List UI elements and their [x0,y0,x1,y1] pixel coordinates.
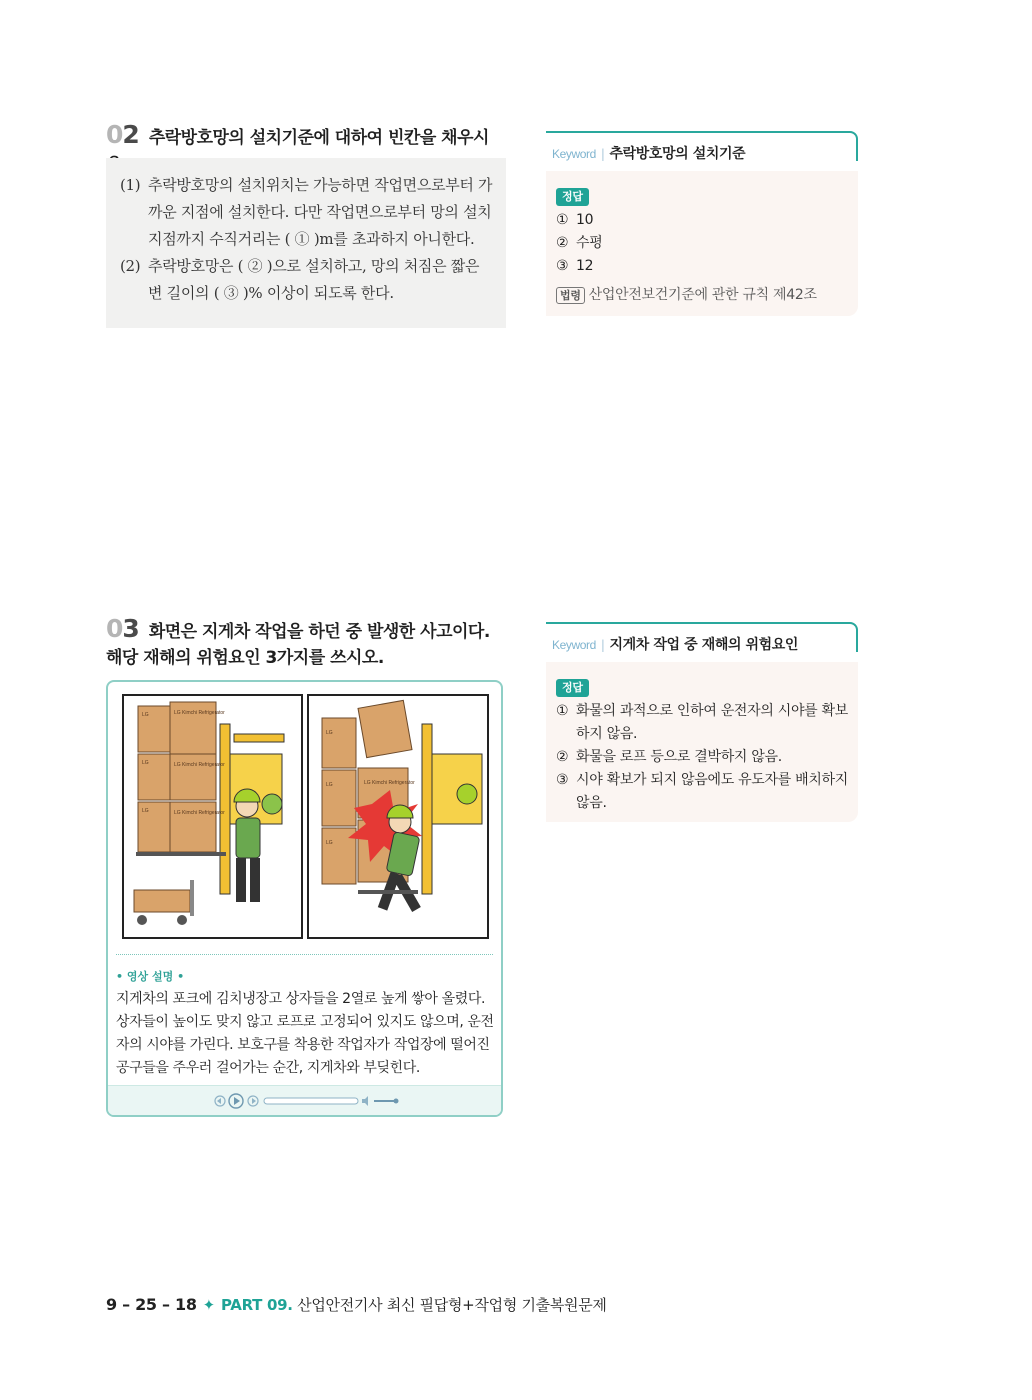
progress-track[interactable] [264,1098,358,1104]
video-player-bar [108,1085,501,1115]
star-icon: ✦ [202,1296,215,1314]
question-2-title: 추락방호망의 설치기준에 대하여 빈칸을 채우시 [148,128,489,148]
forward-icon[interactable] [248,1096,258,1106]
question-3-number: 03 [106,614,139,643]
volume-slider[interactable] [374,1100,396,1102]
video-card [106,680,503,1117]
question-3-answer [546,662,858,822]
box-logo: LG [326,782,333,788]
question-2-keyword: Keyword | 추락방호망의 설치기준 [546,131,858,161]
question-3-title: 화면은 지게차 작업을 하던 중 발생한 사고이다. 해당 재해의 위험요인 3가지를 쓰시오. [106,622,490,668]
answer-badge: 정답 [556,679,589,697]
book-title: 산업안전기사 최신 필답형+작업형 기출복원문제 [297,1296,607,1314]
question-2-item: (1) 추락방호망의 설치위치는 가능하면 작업면으로부터 가까운 지점에 설치한다. 다만 작업면으로부터 망의 설치지점까지 수직거리는 ( ① )m를 초과하지 아니한다. [120,176,493,248]
box-label: LG Kimchi Refrigerator [364,780,415,786]
rewind-icon[interactable] [215,1096,225,1106]
forklift-accident-illustration [122,694,489,942]
page-footer [106,1294,607,1315]
box-label: LG Kimchi Refrigerator [174,762,225,768]
answer-item: ③ 12 [556,258,594,274]
box-logo: LG [142,712,149,718]
question-3-keyword: Keyword | 지게차 작업 중 재해의 위험요인 [546,622,858,652]
answer-item: ① 화물의 과적으로 인하여 운전자의 시야를 확보하지 않음. [556,703,849,742]
video-caption: 지게차의 포크에 김치냉장고 상자들을 2열로 높게 쌓아 올렸다. 상자들이 높이도 맞지 않고 로프로 고정되어 있지도 않으며, 운전자의 시야를 가린다. 보호구를 착용한 작업자가 작업장에 떨어진 공구들을 주우러 걸어가는 순간, 지게차와 부딪힌다. [116,991,494,1076]
part-label: PART 09. [220,1296,293,1314]
question-2-number: 02 [106,120,139,149]
volume-handle[interactable] [394,1099,399,1104]
video-divider [116,954,493,955]
question-2-body [106,158,506,328]
page-number: 9 – 25 – 18 [106,1295,197,1314]
answer-item: ② 수평 [556,235,603,251]
law-reference: 법령 산업안전보건기준에 관한 규칙 제42조 [556,284,848,307]
volume-icon[interactable] [362,1096,368,1106]
question-2-answer [546,171,858,316]
answer-item: ③ 시야 확보가 되지 않음에도 유도자를 배치하지 않음. [556,772,849,811]
box-logo: LG [142,808,149,814]
answer-badge: 정답 [556,188,589,206]
answer-item: ② 화물을 로프 등으로 결박하지 않음. [556,749,782,765]
video-caption-title: • 영상 설명 • [116,970,185,983]
box-label: LG Kimchi Refrigerator [174,810,225,816]
question-2-item: (2) 추락방호망은 ( ② )으로 설치하고, 망의 처짐은 짧은 변 길이의 ( ③ )% 이상이 되도록 한다. [120,257,480,302]
law-badge: 법령 [556,287,585,304]
box-logo: LG [142,760,149,766]
answer-item: ① 10 [556,212,594,228]
play-icon[interactable] [229,1094,243,1108]
box-logo: LG [326,840,333,846]
question-3-heading [106,616,510,671]
box-label: LG Kimchi Refrigerator [174,710,225,716]
box-logo: LG [326,730,333,736]
